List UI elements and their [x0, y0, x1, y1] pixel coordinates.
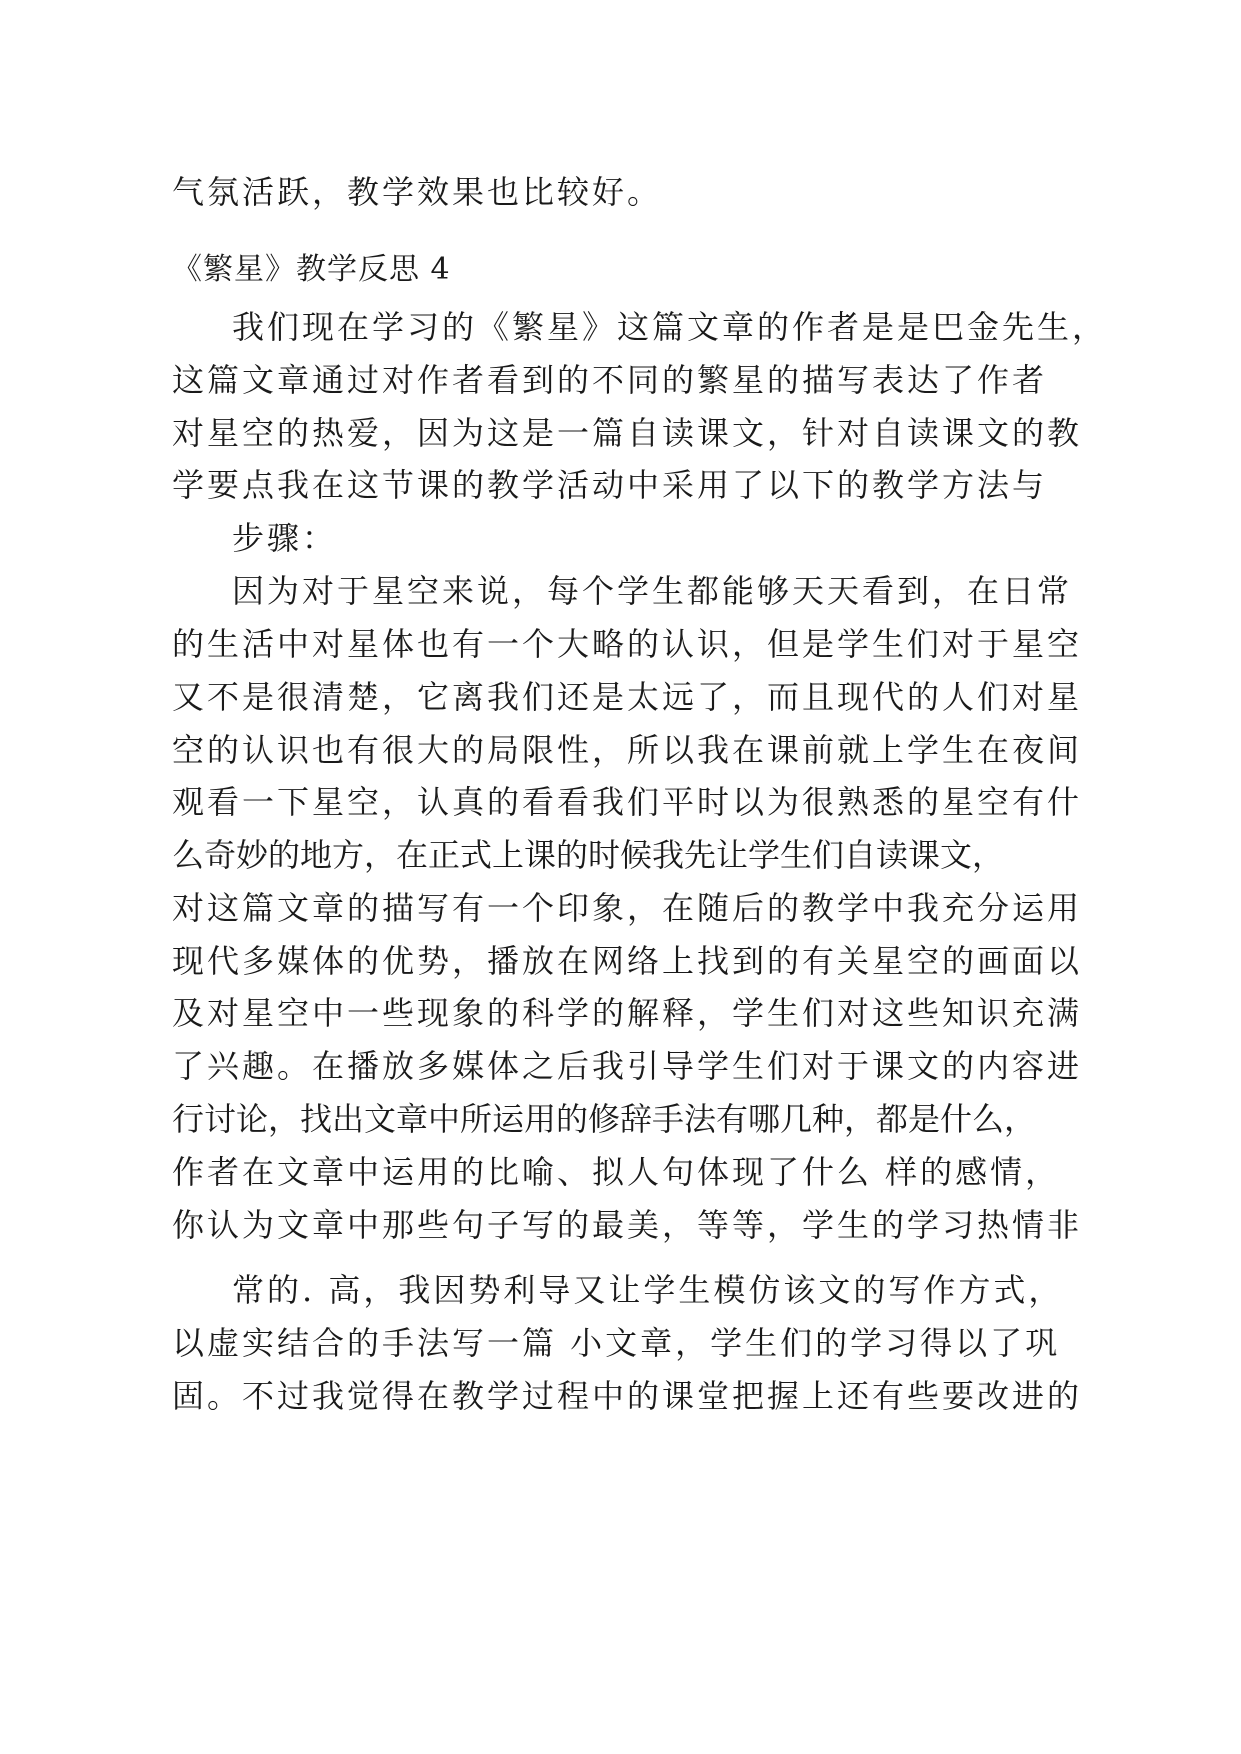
- paragraph-line: 以虚实结合的手法写一篇 小文章，学生们的学习得以了巩: [172, 1324, 1061, 1362]
- paragraph-line: 我们现在学习的《繁星》这篇文章的作者是是巴金先生，: [232, 308, 1108, 346]
- paragraph-line: 学要点我在这节课的教学活动中采用了以下的教学方法与: [172, 466, 1048, 504]
- paragraph-line: 作者在文章中运用的比喻、拟人句体现了什么 样的感情，: [172, 1153, 1061, 1191]
- paragraph-line: 行讨论，找出文章中所运用的修辞手法有哪几种，都是什么，: [172, 1100, 1037, 1138]
- paragraph-line: 这篇文章通过对作者看到的不同的繁星的描写表达了作者: [172, 361, 1048, 399]
- paragraph-line: 因为对于星空来说，每个学生都能够天天看到，在日常: [232, 572, 1073, 610]
- paragraph-line: 了兴趣。在播放多媒体之后我引导学生们对于课文的内容进: [172, 1047, 1083, 1085]
- paragraph-line: 步骤：: [232, 519, 338, 557]
- paragraph-line: 观看一下星空，认真的看看我们平时以为很熟悉的星空有什: [172, 783, 1083, 821]
- paragraph-line: 及对星空中一些现象的科学的解释，学生们对这些知识充满: [172, 994, 1083, 1032]
- paragraph-line: 又不是很清楚，它离我们还是太远了，而且现代的人们对星: [172, 678, 1083, 716]
- paragraph-line: 现代多媒体的优势，播放在网络上找到的有关星空的画面以: [172, 942, 1083, 980]
- paragraph-line: 常的. 高，我因势利导又让学生模仿该文的写作方式，: [232, 1271, 1064, 1309]
- paragraph-line: 你认为文章中那些句子写的最美，等等，学生的学习热情非: [172, 1206, 1083, 1244]
- paragraph-line: 对这篇文章的描写有一个印象，在随后的教学中我充分运用: [172, 889, 1083, 927]
- paragraph-line: 对星空的热爱，因为这是一篇自读课文，针对自读课文的教: [172, 414, 1083, 452]
- paragraph-line: 固。不过我觉得在教学过程中的课堂把握上还有些要改进的: [172, 1377, 1083, 1415]
- paragraph-line: 的生活中对星体也有一个大略的认识，但是学生们对于星空: [172, 625, 1083, 663]
- paragraph-line: 么奇妙的地方，在正式上课的时候我先让学生们自读课文，: [172, 836, 1005, 874]
- previous-paragraph-ending: 气氛活跃，教学效果也比较好。: [172, 173, 663, 211]
- paragraph-line: 空的认识也有很大的局限性，所以我在课前就上学生在夜间: [172, 731, 1083, 769]
- section-title: 《繁星》教学反思 4: [172, 252, 451, 287]
